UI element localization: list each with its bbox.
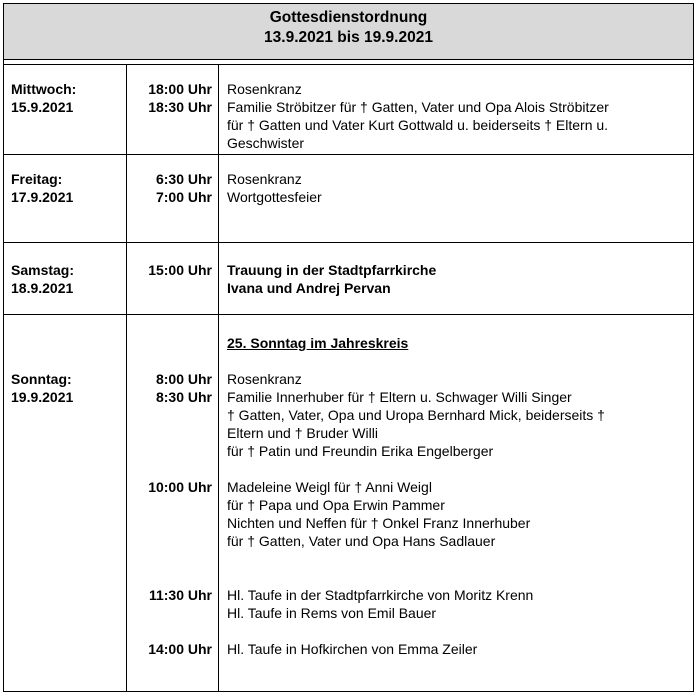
schedule-table	[3, 3, 694, 692]
time: 8:30 Uhr	[155, 389, 212, 405]
time-cell	[128, 640, 212, 658]
grid-line	[218, 65, 219, 692]
day-cell	[11, 370, 73, 406]
service-line: Ivana und Andrej Pervan	[227, 280, 391, 296]
service-line: Familie Ströbitzer für † Gatten, Vater und Opa Alois Ströbitzer	[227, 99, 609, 115]
service-cell	[227, 370, 689, 460]
time-cell	[128, 370, 212, 406]
grid-line	[4, 242, 693, 243]
service-line: für † Patin und Freundin Erika Engelberger	[227, 443, 494, 459]
service-cell	[227, 261, 689, 297]
grid-line	[4, 314, 693, 315]
grid-line	[4, 64, 693, 65]
time-cell	[128, 261, 212, 279]
time-cell	[128, 170, 212, 206]
service-line: Familie Innerhuber für † Eltern u. Schwager Willi Singer	[227, 389, 572, 405]
service-cell	[227, 80, 689, 152]
time: 8:00 Uhr	[155, 371, 212, 387]
grid-line	[4, 154, 693, 155]
service-line: Hl. Taufe in der Stadtpfarrkirche von Moritz Krenn	[227, 587, 534, 603]
service-line: † Gatten, Vater, Opa und Uropa Bernhard Mick, beiderseits †	[227, 407, 605, 423]
date: 17.9.2021	[11, 189, 74, 205]
grid-line	[126, 65, 127, 692]
weekday: Samstag:	[11, 262, 75, 278]
service-line: Wortgottesfeier	[227, 189, 322, 205]
service-line: Nichten und Neffen für † Onkel Franz Innerhuber	[227, 515, 531, 531]
date: 19.9.2021	[11, 389, 74, 405]
service-line: für † Gatten und Vater Kurt Gottwald u. beiderseits † Eltern u.	[227, 117, 609, 133]
time: 10:00 Uhr	[148, 479, 212, 495]
table-header	[4, 4, 693, 60]
time: 14:00 Uhr	[148, 641, 212, 657]
service-line: für † Papa und Opa Erwin Pammer	[227, 497, 445, 513]
service-cell	[227, 170, 689, 206]
time: 18:30 Uhr	[148, 99, 212, 115]
time: 6:30 Uhr	[155, 171, 212, 187]
weekday: Sonntag:	[11, 371, 72, 387]
time-cell	[128, 478, 212, 496]
time: 7:00 Uhr	[155, 189, 212, 205]
weekday: Mittwoch:	[11, 81, 77, 97]
day-cell	[11, 80, 76, 116]
sunday-heading-cell	[227, 334, 689, 352]
time-cell	[128, 80, 212, 116]
sunday-heading: 25. Sonntag im Jahreskreis	[227, 335, 409, 351]
time-cell	[128, 586, 212, 604]
schedule-date-range: 13.9.2021 bis 19.9.2021	[264, 29, 433, 46]
service-line: Rosenkranz	[227, 81, 302, 97]
service-line: Hl. Taufe in Hofkirchen von Emma Zeiler	[227, 641, 478, 657]
service-cell	[227, 586, 689, 622]
service-line: Rosenkranz	[227, 171, 302, 187]
service-line: Hl. Taufe in Rems von Emil Bauer	[227, 605, 437, 621]
service-line: Madeleine Weigl für † Anni Weigl	[227, 479, 432, 495]
service-line: Rosenkranz	[227, 371, 302, 387]
service-line: für † Gatten, Vater und Opa Hans Sadlauer	[227, 533, 496, 549]
schedule-title: Gottesdienstordnung	[269, 9, 428, 26]
date: 15.9.2021	[11, 99, 74, 115]
service-line: Trauung in der Stadtpfarrkirche	[227, 262, 437, 278]
service-line: Eltern und † Bruder Willi	[227, 425, 378, 441]
time: 18:00 Uhr	[148, 81, 212, 97]
time: 11:30 Uhr	[148, 587, 212, 603]
time: 15:00 Uhr	[148, 262, 212, 278]
day-cell	[11, 170, 73, 206]
service-line: Geschwister	[227, 135, 305, 151]
service-cell	[227, 478, 689, 550]
service-cell	[227, 640, 689, 658]
weekday: Freitag:	[11, 171, 63, 187]
day-cell	[11, 261, 74, 297]
date: 18.9.2021	[11, 280, 74, 296]
